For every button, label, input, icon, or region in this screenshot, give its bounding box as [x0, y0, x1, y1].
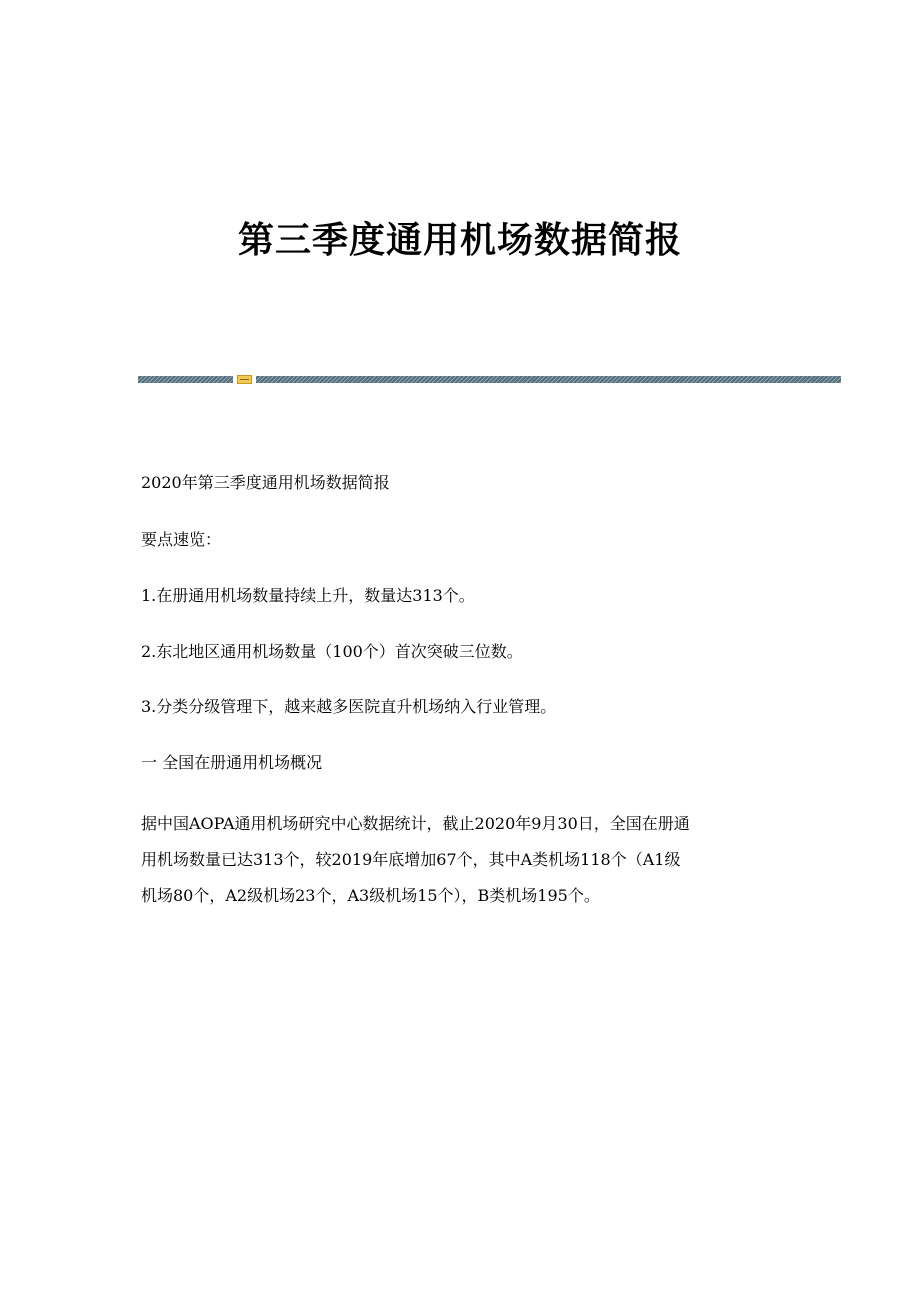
highlight-item-3: 3.分类分级管理下，越来越多医院直升机场纳入行业管理。 [141, 697, 557, 716]
overview-paragraph [141, 806, 781, 914]
highlight-item-2: 2.东北地区通用机场数量（100个）首次突破三位数。 [141, 642, 523, 661]
document-subtitle: 2020年第三季度通用机场数据简报 [141, 473, 390, 492]
paragraph-line-2: 用机场数量已达313个，较2019年底增加67个，其中A类机场118个（A1级 [141, 850, 681, 869]
paragraph-line-3: 机场80个，A2级机场23个，A3级机场15个），B类机场195个。 [141, 886, 600, 905]
divider-bar-left [138, 376, 233, 383]
highlights-heading: 要点速览： [141, 530, 222, 549]
divider-bar-right [256, 376, 841, 383]
decorative-divider [138, 375, 841, 384]
document-title: 第三季度通用机场数据简报 [237, 219, 682, 261]
divider-ornament-icon [237, 375, 252, 384]
paragraph-line-1: 据中国AOPA通用机场研究中心数据统计，截止2020年9月30日，全国在册通 [141, 814, 690, 833]
section-heading: 一 全国在册通用机场概况 [141, 753, 323, 772]
highlight-item-1: 1.在册通用机场数量持续上升，数量达313个。 [141, 586, 475, 605]
